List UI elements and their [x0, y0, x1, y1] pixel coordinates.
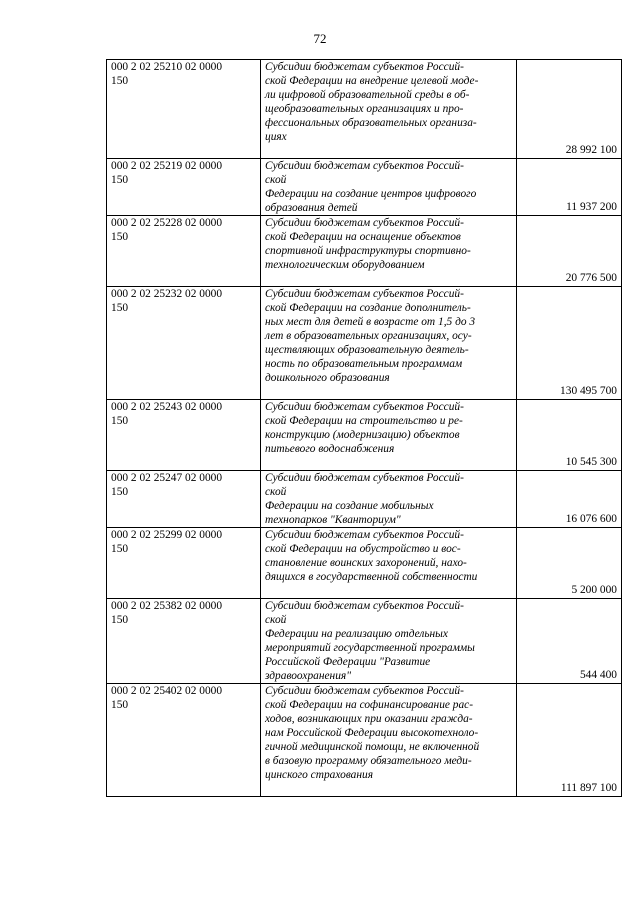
subsidy-name-line: цинского страхования — [265, 769, 374, 781]
table-row — [107, 599, 622, 684]
budget-code-line: 150 — [111, 543, 129, 555]
subsidy-name-line: Субсидии бюджетам субъектов Россий- — [265, 160, 464, 172]
subsidy-name-cell — [261, 287, 517, 400]
subsidy-name-cell — [261, 684, 517, 797]
subsidy-name-cell — [261, 400, 517, 471]
table-body — [107, 60, 622, 797]
subsidy-name-line: дящихся в государственной собственности — [265, 571, 478, 583]
blank-line-spacer — [265, 272, 512, 286]
amount-cell: 10 545 300 — [517, 400, 622, 471]
subsidy-name-line: Федерации на создание центров цифрового — [265, 188, 477, 200]
amount-cell: 544 400 — [517, 599, 622, 684]
subsidy-name-line: гичной медицинской помощи, не включенной — [265, 741, 480, 753]
subsidy-name-line: Субсидии бюджетам субъектов Россий- — [265, 401, 464, 413]
subsidy-name-line: Субсидии бюджетам субъектов Россий- — [265, 529, 464, 541]
budget-code-cell — [107, 287, 261, 400]
table-row — [107, 287, 622, 400]
budget-code-line: 150 — [111, 231, 129, 243]
subsidy-name-line: ных мест для детей в возрасте от 1,5 до 3 — [265, 316, 476, 328]
subsidy-name-line: ской — [265, 614, 287, 626]
subsidy-name-cell — [261, 60, 517, 159]
budget-code-cell — [107, 684, 261, 797]
budget-code-cell — [107, 216, 261, 287]
subsidy-name-line: ской Федерации на создание дополнитель- — [265, 302, 471, 314]
subsidy-name-line: ходов, возникающих при оказании гражда- — [265, 713, 473, 725]
amount-cell: 130 495 700 — [517, 287, 622, 400]
budget-code-line: 150 — [111, 699, 129, 711]
subsidy-name-line: ской Федерации на оснащение объектов — [265, 231, 461, 243]
budget-code-cell — [107, 159, 261, 216]
table-row — [107, 216, 622, 287]
subsidy-name-line: ской — [265, 486, 287, 498]
subsidy-name-line: Субсидии бюджетам субъектов Россий- — [265, 685, 464, 697]
subsidy-name-line: Субсидии бюджетам субъектов Россий- — [265, 217, 464, 229]
table-row — [107, 471, 622, 528]
budget-code-line: 150 — [111, 302, 129, 314]
amount-cell: 111 897 100 — [517, 684, 622, 797]
budget-code-line: 150 — [111, 614, 129, 626]
subsidy-name-line: Субсидии бюджетам субъектов Россий- — [265, 61, 464, 73]
budget-code-cell — [107, 599, 261, 684]
subsidy-name-line: ли цифровой образовательной среды в об- — [265, 89, 470, 101]
subsidy-name-line: спортивной инфраструктуры спортивно- — [265, 245, 471, 257]
budget-code-line: 150 — [111, 174, 129, 186]
budget-code-cell — [107, 60, 261, 159]
subsidy-name-line: становление воинских захоронений, нахо- — [265, 557, 467, 569]
subsidy-name-line: щеобразовательных организациях и про- — [265, 103, 464, 115]
budget-code-line: 000 2 02 25402 02 0000 — [111, 685, 223, 697]
amount-cell: 11 937 200 — [517, 159, 622, 216]
subsidy-name-cell — [261, 599, 517, 684]
budget-revenue-table — [106, 59, 622, 797]
subsidy-name-line: нам Российской Федерации высокотехноло- — [265, 727, 479, 739]
subsidy-name-line: ской Федерации на внедрение целевой моде- — [265, 75, 479, 87]
subsidy-name-cell — [261, 471, 517, 528]
table-row — [107, 528, 622, 599]
table-row — [107, 684, 622, 797]
blank-line-spacer — [265, 584, 512, 598]
amount-cell: 5 200 000 — [517, 528, 622, 599]
blank-line-spacer — [265, 782, 512, 796]
budget-code-line: 000 2 02 25247 02 0000 — [111, 472, 223, 484]
table-row — [107, 400, 622, 471]
subsidy-name-line: Субсидии бюджетам субъектов Россий- — [265, 472, 464, 484]
amount-cell: 16 076 600 — [517, 471, 622, 528]
blank-line-spacer — [265, 144, 512, 158]
blank-line-spacer — [265, 456, 512, 470]
subsidy-name-line: Субсидии бюджетам субъектов Россий- — [265, 600, 464, 612]
budget-code-line: 150 — [111, 75, 129, 87]
subsidy-name-line: ской — [265, 174, 287, 186]
subsidy-name-line: дошкольного образования — [265, 372, 390, 384]
budget-code-line: 000 2 02 25299 02 0000 — [111, 529, 223, 541]
subsidy-name-line: лет в образовательных организациях, осу- — [265, 330, 472, 342]
budget-code-cell — [107, 400, 261, 471]
page-number: 72 — [313, 31, 327, 46]
subsidy-name-cell — [261, 216, 517, 287]
subsidy-name-line: циях — [265, 131, 287, 143]
subsidy-name-line: ской Федерации на строительство и ре- — [265, 415, 463, 427]
subsidy-name-line: ществляющих образовательную деятель- — [265, 344, 469, 356]
budget-code-line: 000 2 02 25228 02 0000 — [111, 217, 223, 229]
subsidy-name-line: ность по образовательным программам — [265, 358, 463, 370]
budget-code-cell — [107, 471, 261, 528]
budget-code-line: 150 — [111, 415, 129, 427]
amount-cell: 20 776 500 — [517, 216, 622, 287]
budget-code-line: 000 2 02 25382 02 0000 — [111, 600, 223, 612]
budget-code-line: 150 — [111, 486, 129, 498]
subsidy-name-line: ской Федерации на софинансирование рас- — [265, 699, 474, 711]
blank-line-spacer — [265, 385, 512, 399]
subsidy-name-line: Федерации на реализацию отдельных — [265, 628, 448, 640]
budget-code-line: 000 2 02 25232 02 0000 — [111, 288, 223, 300]
budget-code-line: 000 2 02 25210 02 0000 — [111, 61, 223, 73]
table-row — [107, 60, 622, 159]
subsidy-name-line: технологическим оборудованием — [265, 259, 425, 271]
subsidy-name-line: здравоохранения" — [265, 670, 351, 682]
budget-code-line: 000 2 02 25219 02 0000 — [111, 160, 223, 172]
subsidy-name-line: мероприятий государственной программы — [265, 642, 475, 654]
subsidy-name-line: конструкцию (модернизацию) объектов — [265, 429, 460, 441]
subsidy-name-cell — [261, 159, 517, 216]
budget-code-cell — [107, 528, 261, 599]
budget-code-line: 000 2 02 25243 02 0000 — [111, 401, 223, 413]
subsidy-name-cell — [261, 528, 517, 599]
subsidy-name-line: в базовую программу обязательного меди- — [265, 755, 472, 767]
subsidy-name-line: образования детей — [265, 202, 358, 214]
subsidy-name-line: Субсидии бюджетам субъектов Россий- — [265, 288, 464, 300]
subsidy-name-line: Российской Федерации "Развитие — [265, 656, 431, 668]
amount-cell: 28 992 100 — [517, 60, 622, 159]
subsidy-name-line: питьевого водоснабжения — [265, 443, 395, 455]
subsidy-name-line: ской Федерации на обустройство и вос- — [265, 543, 461, 555]
subsidy-name-line: фессиональных образовательных организа- — [265, 117, 477, 129]
subsidy-name-line: Федерации на создание мобильных — [265, 500, 434, 512]
subsidy-name-line: технопарков "Кванториум" — [265, 514, 401, 526]
table-row — [107, 159, 622, 216]
